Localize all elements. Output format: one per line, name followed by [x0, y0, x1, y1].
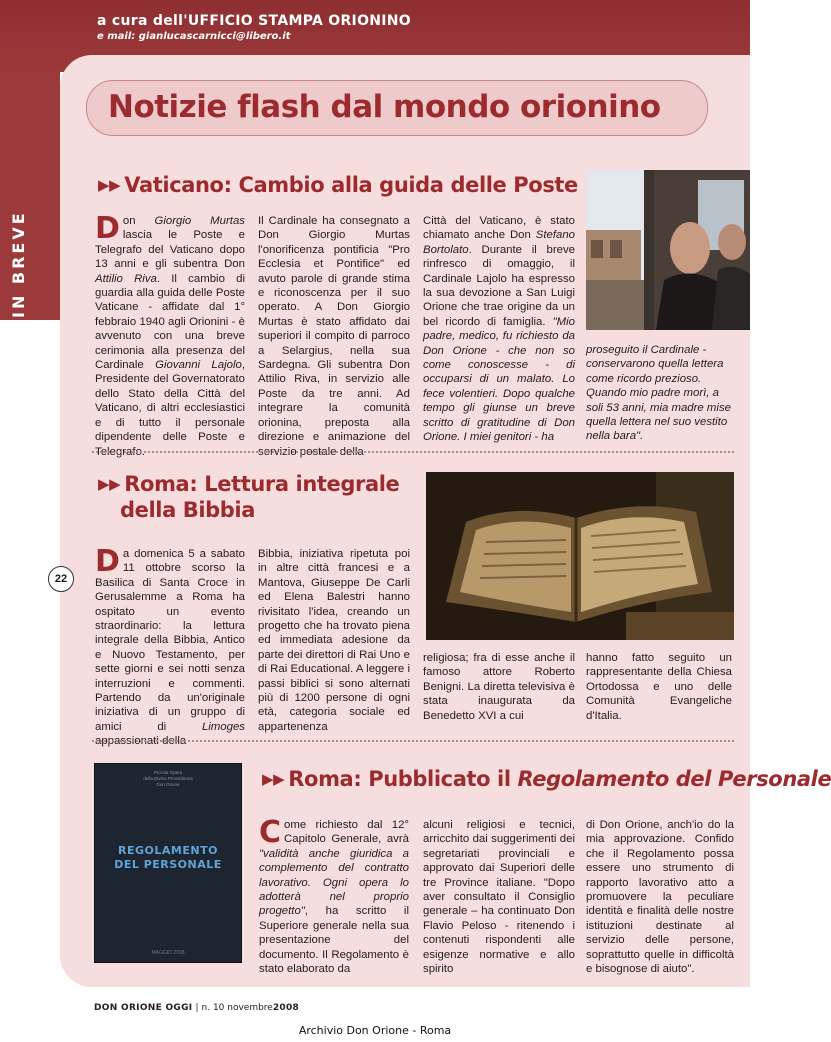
drop-cap: D	[95, 544, 120, 579]
article3-heading	[262, 766, 831, 792]
text-italic: Stefano Bortolato	[423, 229, 575, 256]
text: appassionati della	[95, 735, 187, 748]
article2-column-1	[95, 544, 245, 749]
double-arrow-icon: ▶▶	[98, 176, 121, 194]
article1-heading	[98, 172, 578, 198]
cover-publisher-line3: Don Orione	[156, 782, 180, 787]
text: ome richiesto dal 12° Capitolo Generale, avrà	[284, 819, 409, 846]
article2-column-2: Bibbia, iniziativa ripetuta poi in altre città francesi e a Mantova, Giuseppe De Carli ed Elena Balestri hanno rivisitato l'idea, creando un progetto che ha trovato piena ed immediata adesione da parte dei direttori di Rai Uno e di Rai Educational. A leggere i passi biblici si sono alternati più di 1200 persone di ogni età, categoria sociale ed appartenenza	[258, 548, 410, 733]
article1-column-3	[423, 214, 575, 445]
text: Città del Vaticano, è stato chiamato anche Don	[423, 215, 575, 242]
article1-column-4: proseguito il Cardinale - conservarono quella lettera come ricordo prezioso. Quando mio padre morì, a soli 53 anni, mia madre mise quella lettera nel suo vestito nella bara".	[586, 344, 731, 443]
text-italic: Limoges	[201, 720, 245, 733]
cover-publisher-line1: Piccola Opera	[153, 770, 183, 775]
bible-illustration	[426, 472, 734, 640]
footer-magazine-name: DON ORIONE OGGI	[94, 1003, 193, 1013]
article2-heading-line2: della Bibbia	[120, 498, 255, 522]
footer-brand	[94, 1003, 299, 1013]
text-italic: "validità anche giuridica a complemento del contratto lavorativo. Ogni opera lo adotterà nel proprio progetto"	[259, 847, 409, 918]
text: a domenica 5 a sabato 11 ottobre scorso la Basilica di Santa Croce in Gerusalemme a Roma ha ospitato un evento straordinario: la lettura integrale della Bibbia, Antico e Nuovo Testamento, per sette giorni e sei notti senza interruzioni e commenti. Partendo da un'originale iniziativa di un gruppo di amici di	[95, 548, 245, 733]
article2-column-3: religiosa; fra di esse anche il famoso attore Roberto Benigni. La diretta televisiva è stata inaugurata da Benedetto XVI a cui	[423, 652, 575, 722]
article1-column-2: Il Cardinale ha consegnato a Don Giorgio Murtas l'onorificenza pontificia "Pro Ecclesia et Pontifice" ed avuto parole di grande stima e riconoscenza per il suo operato. A Don Giorgio Murtas è stato affidato dai superiori il compito di parroco a Selargius, nella sua Sardegna. Gli subentra Don Attilio Riva, in servizio alle Poste da tre anni. Ad integrare la comunità orionina, preposta alla direzione e animazione del servizio postale della	[258, 215, 410, 458]
side-strip-white	[0, 320, 60, 992]
text-italic: Attilio Riva	[95, 272, 157, 285]
article1-heading-text: Vaticano: Cambio alla guida delle Poste	[124, 173, 578, 197]
cover-publisher-line2: della Divina Provvidenza	[143, 776, 193, 781]
cover-title-line2: DEL PERSONALE	[114, 858, 222, 871]
article2-column-4: hanno fatto seguito un rappresentante della Chiesa Ortodossa e uno delle Comunità Evangeliche d'Italia.	[586, 652, 732, 722]
cover-title	[95, 844, 241, 872]
regolamento-cover-image	[95, 764, 241, 962]
article3-heading-text: Roma: Pubblicato il	[288, 767, 518, 791]
double-arrow-icon: ▶▶	[98, 475, 121, 493]
footer-year: 2008	[272, 1003, 300, 1013]
text: , ha scritto il Superiore generale nella sua presentazione del documento. Il Regolamento è stato elaborato da	[259, 905, 409, 976]
header-title: a cura dell'UFFICIO STAMPA ORIONINO	[97, 13, 412, 29]
text-italic: Giovanni Lajolo	[155, 359, 242, 372]
main-title: Notizie flash dal mondo orionino	[108, 89, 661, 125]
footer-archive: Archivio Don Orione - Roma	[298, 1024, 452, 1037]
text: . Il cambio di guardia alla guida delle Poste Vaticane - affidate dal 1° febbraio 1940 agli Orionini - è avvenuto con una breve cerimonia alla presenza del Cardinale	[95, 272, 245, 372]
header-email: e mail: gianlucascarnicci@libero.it	[97, 31, 291, 42]
side-label-in-breve: IN BREVE	[9, 210, 28, 318]
footer-separator: |	[195, 1003, 199, 1013]
page-number: 22	[48, 566, 74, 592]
article3-heading-emphasis: Regolamento del Personale	[517, 767, 831, 791]
text: lascia le Poste e Telegrafo del Vaticano dopo 13 anni e gli subentra Don	[95, 229, 245, 271]
photo-open-bible	[426, 472, 734, 640]
text: . Durante il breve rinfresco di omaggio, il Cardinale Lajolo ha espresso la sua devozione a San Luigi Orione che trae origine da un bel ricordo di famiglia.	[423, 243, 575, 328]
text-italic: "Mio padre, medico, fu richiesto da Don Orione - che non so come conoscesse - di occuparsi di un malato. Lo fece volentieri. Dopo qualche tempo gli giunse un breve scritto di gratitudine di Don Orione. I miei genitori - ha	[423, 315, 575, 444]
divider	[92, 740, 734, 742]
footer-issue: n. 10 novembre	[201, 1003, 273, 1013]
article3-column-3: di Don Orione, anch'io do la mia approvazione. Confido che il Regolamento possa essere uno strumento di rapporto lavorativo atto a promuovere la peculiare identità e finalità delle nostre istituzioni destinate al servizio delle persone, soprattutto quelle in difficoltà e bisognose di aiuto".	[586, 819, 734, 976]
photo-cardinal-illustration	[586, 170, 750, 330]
drop-cap: C	[259, 815, 282, 850]
article2-heading-line1: Roma: Lettura integrale	[124, 472, 400, 496]
text-italic: Giorgio Murtas	[154, 215, 245, 227]
text: , Presidente del Governatorato dello Stato della Città del Vaticano, di altri ecclesiastici e di tutto il personale dipendente delle Poste e Telegrafo.	[95, 359, 245, 458]
text: on	[122, 215, 155, 227]
article3-column-1	[259, 815, 409, 976]
cover-date: MAGGIO 2008	[151, 950, 185, 956]
double-arrow-icon: ▶▶	[262, 770, 285, 788]
drop-cap: D	[95, 211, 120, 246]
photo-cardinal-window	[586, 170, 750, 330]
article3-column-2: alcuni religiosi e tecnici, arricchito dai suggerimenti dei segretariati provinciali e approvato dai Superiori delle tre Province italiane. "Dopo aver consultato il Consiglio generale – ha continuato Don Flavio Peloso - ritenendo i contenuti rispondenti alle esigenze normative e allo spirito	[423, 819, 575, 976]
cover-title-line1: REGOLAMENTO	[118, 844, 218, 857]
divider	[92, 451, 734, 453]
article2-heading	[98, 471, 399, 523]
article1-column-1	[95, 211, 245, 459]
